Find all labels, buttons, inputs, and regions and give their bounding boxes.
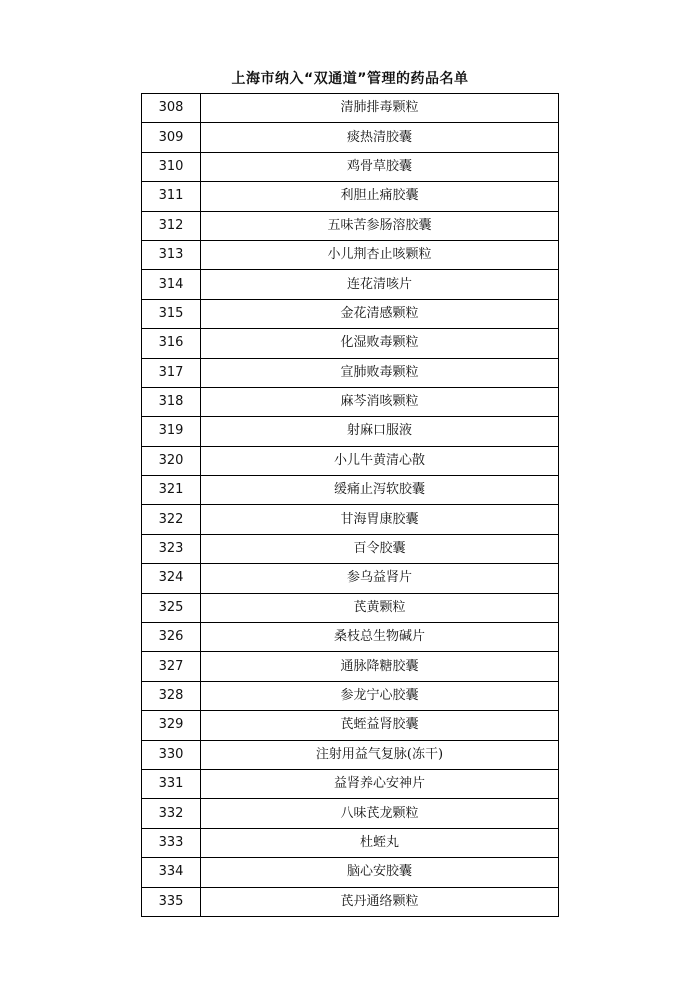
row-number-cell: 329 (142, 711, 201, 740)
drug-name-cell: 桑枝总生物碱片 (201, 623, 559, 652)
row-number-cell: 330 (142, 740, 201, 769)
row-number-cell: 325 (142, 593, 201, 622)
drug-name-cell: 八味芪龙颗粒 (201, 799, 559, 828)
row-number-cell: 312 (142, 211, 201, 240)
table-row (142, 152, 559, 181)
table-row (142, 446, 559, 475)
drug-name-cell: 芪蛭益肾胶囊 (201, 711, 559, 740)
table-row (142, 329, 559, 358)
row-number-cell: 309 (142, 123, 201, 152)
table-row (142, 858, 559, 887)
drug-list-table-body (142, 94, 559, 917)
row-number-cell: 321 (142, 476, 201, 505)
drug-name-cell: 连花清咳片 (201, 270, 559, 299)
row-number-cell: 335 (142, 887, 201, 916)
table-row (142, 299, 559, 328)
row-number-cell: 322 (142, 505, 201, 534)
row-number-cell: 324 (142, 564, 201, 593)
table-row (142, 828, 559, 857)
row-number-cell: 334 (142, 858, 201, 887)
row-number-cell: 311 (142, 182, 201, 211)
table-row (142, 417, 559, 446)
row-number-cell: 316 (142, 329, 201, 358)
table-row (142, 652, 559, 681)
drug-name-cell: 缓痛止泻软胶囊 (201, 476, 559, 505)
table-row (142, 534, 559, 563)
row-number-cell: 327 (142, 652, 201, 681)
drug-list-table (141, 93, 559, 917)
drug-name-cell: 化湿败毒颗粒 (201, 329, 559, 358)
table-row (142, 182, 559, 211)
drug-name-cell: 利胆止痛胶囊 (201, 182, 559, 211)
drug-name-cell: 麻芩消咳颗粒 (201, 387, 559, 416)
row-number-cell: 318 (142, 387, 201, 416)
table-row (142, 623, 559, 652)
drug-name-cell: 宣肺败毒颗粒 (201, 358, 559, 387)
drug-name-cell: 清肺排毒颗粒 (201, 94, 559, 123)
drug-name-cell: 五味苦参肠溶胶囊 (201, 211, 559, 240)
drug-name-cell: 小儿牛黄清心散 (201, 446, 559, 475)
table-row (142, 270, 559, 299)
row-number-cell: 332 (142, 799, 201, 828)
drug-name-cell: 甘海胃康胶囊 (201, 505, 559, 534)
drug-name-cell: 百令胶囊 (201, 534, 559, 563)
table-row (142, 681, 559, 710)
row-number-cell: 313 (142, 240, 201, 269)
row-number-cell: 310 (142, 152, 201, 181)
row-number-cell: 315 (142, 299, 201, 328)
table-row (142, 505, 559, 534)
table-row (142, 358, 559, 387)
table-row (142, 711, 559, 740)
row-number-cell: 317 (142, 358, 201, 387)
document-title: 上海市纳入“双通道”管理的药品名单 (231, 71, 469, 87)
table-row (142, 123, 559, 152)
row-number-cell: 319 (142, 417, 201, 446)
table-row (142, 799, 559, 828)
drug-name-cell: 通脉降糖胶囊 (201, 652, 559, 681)
table-row (142, 94, 559, 123)
drug-name-cell: 射麻口服液 (201, 417, 559, 446)
row-number-cell: 323 (142, 534, 201, 563)
drug-name-cell: 鸡骨草胶囊 (201, 152, 559, 181)
drug-name-cell: 芪丹通络颗粒 (201, 887, 559, 916)
row-number-cell: 326 (142, 623, 201, 652)
table-row (142, 387, 559, 416)
table-row (142, 887, 559, 916)
drug-name-cell: 痰热清胶囊 (201, 123, 559, 152)
table-row (142, 593, 559, 622)
drug-name-cell: 金花清感颗粒 (201, 299, 559, 328)
drug-name-cell: 益肾养心安神片 (201, 769, 559, 798)
row-number-cell: 320 (142, 446, 201, 475)
row-number-cell: 333 (142, 828, 201, 857)
drug-name-cell: 脑心安胶囊 (201, 858, 559, 887)
row-number-cell: 328 (142, 681, 201, 710)
row-number-cell: 314 (142, 270, 201, 299)
drug-name-cell: 参乌益肾片 (201, 564, 559, 593)
row-number-cell: 331 (142, 769, 201, 798)
table-row (142, 564, 559, 593)
drug-name-cell: 芪黄颗粒 (201, 593, 559, 622)
table-row (142, 211, 559, 240)
table-row (142, 740, 559, 769)
drug-name-cell: 小儿荆杏止咳颗粒 (201, 240, 559, 269)
table-row (142, 476, 559, 505)
table-row (142, 240, 559, 269)
row-number-cell: 308 (142, 94, 201, 123)
drug-name-cell: 杜蛭丸 (201, 828, 559, 857)
drug-name-cell: 注射用益气复脉(冻干) (201, 740, 559, 769)
drug-name-cell: 参龙宁心胶囊 (201, 681, 559, 710)
table-row (142, 769, 559, 798)
